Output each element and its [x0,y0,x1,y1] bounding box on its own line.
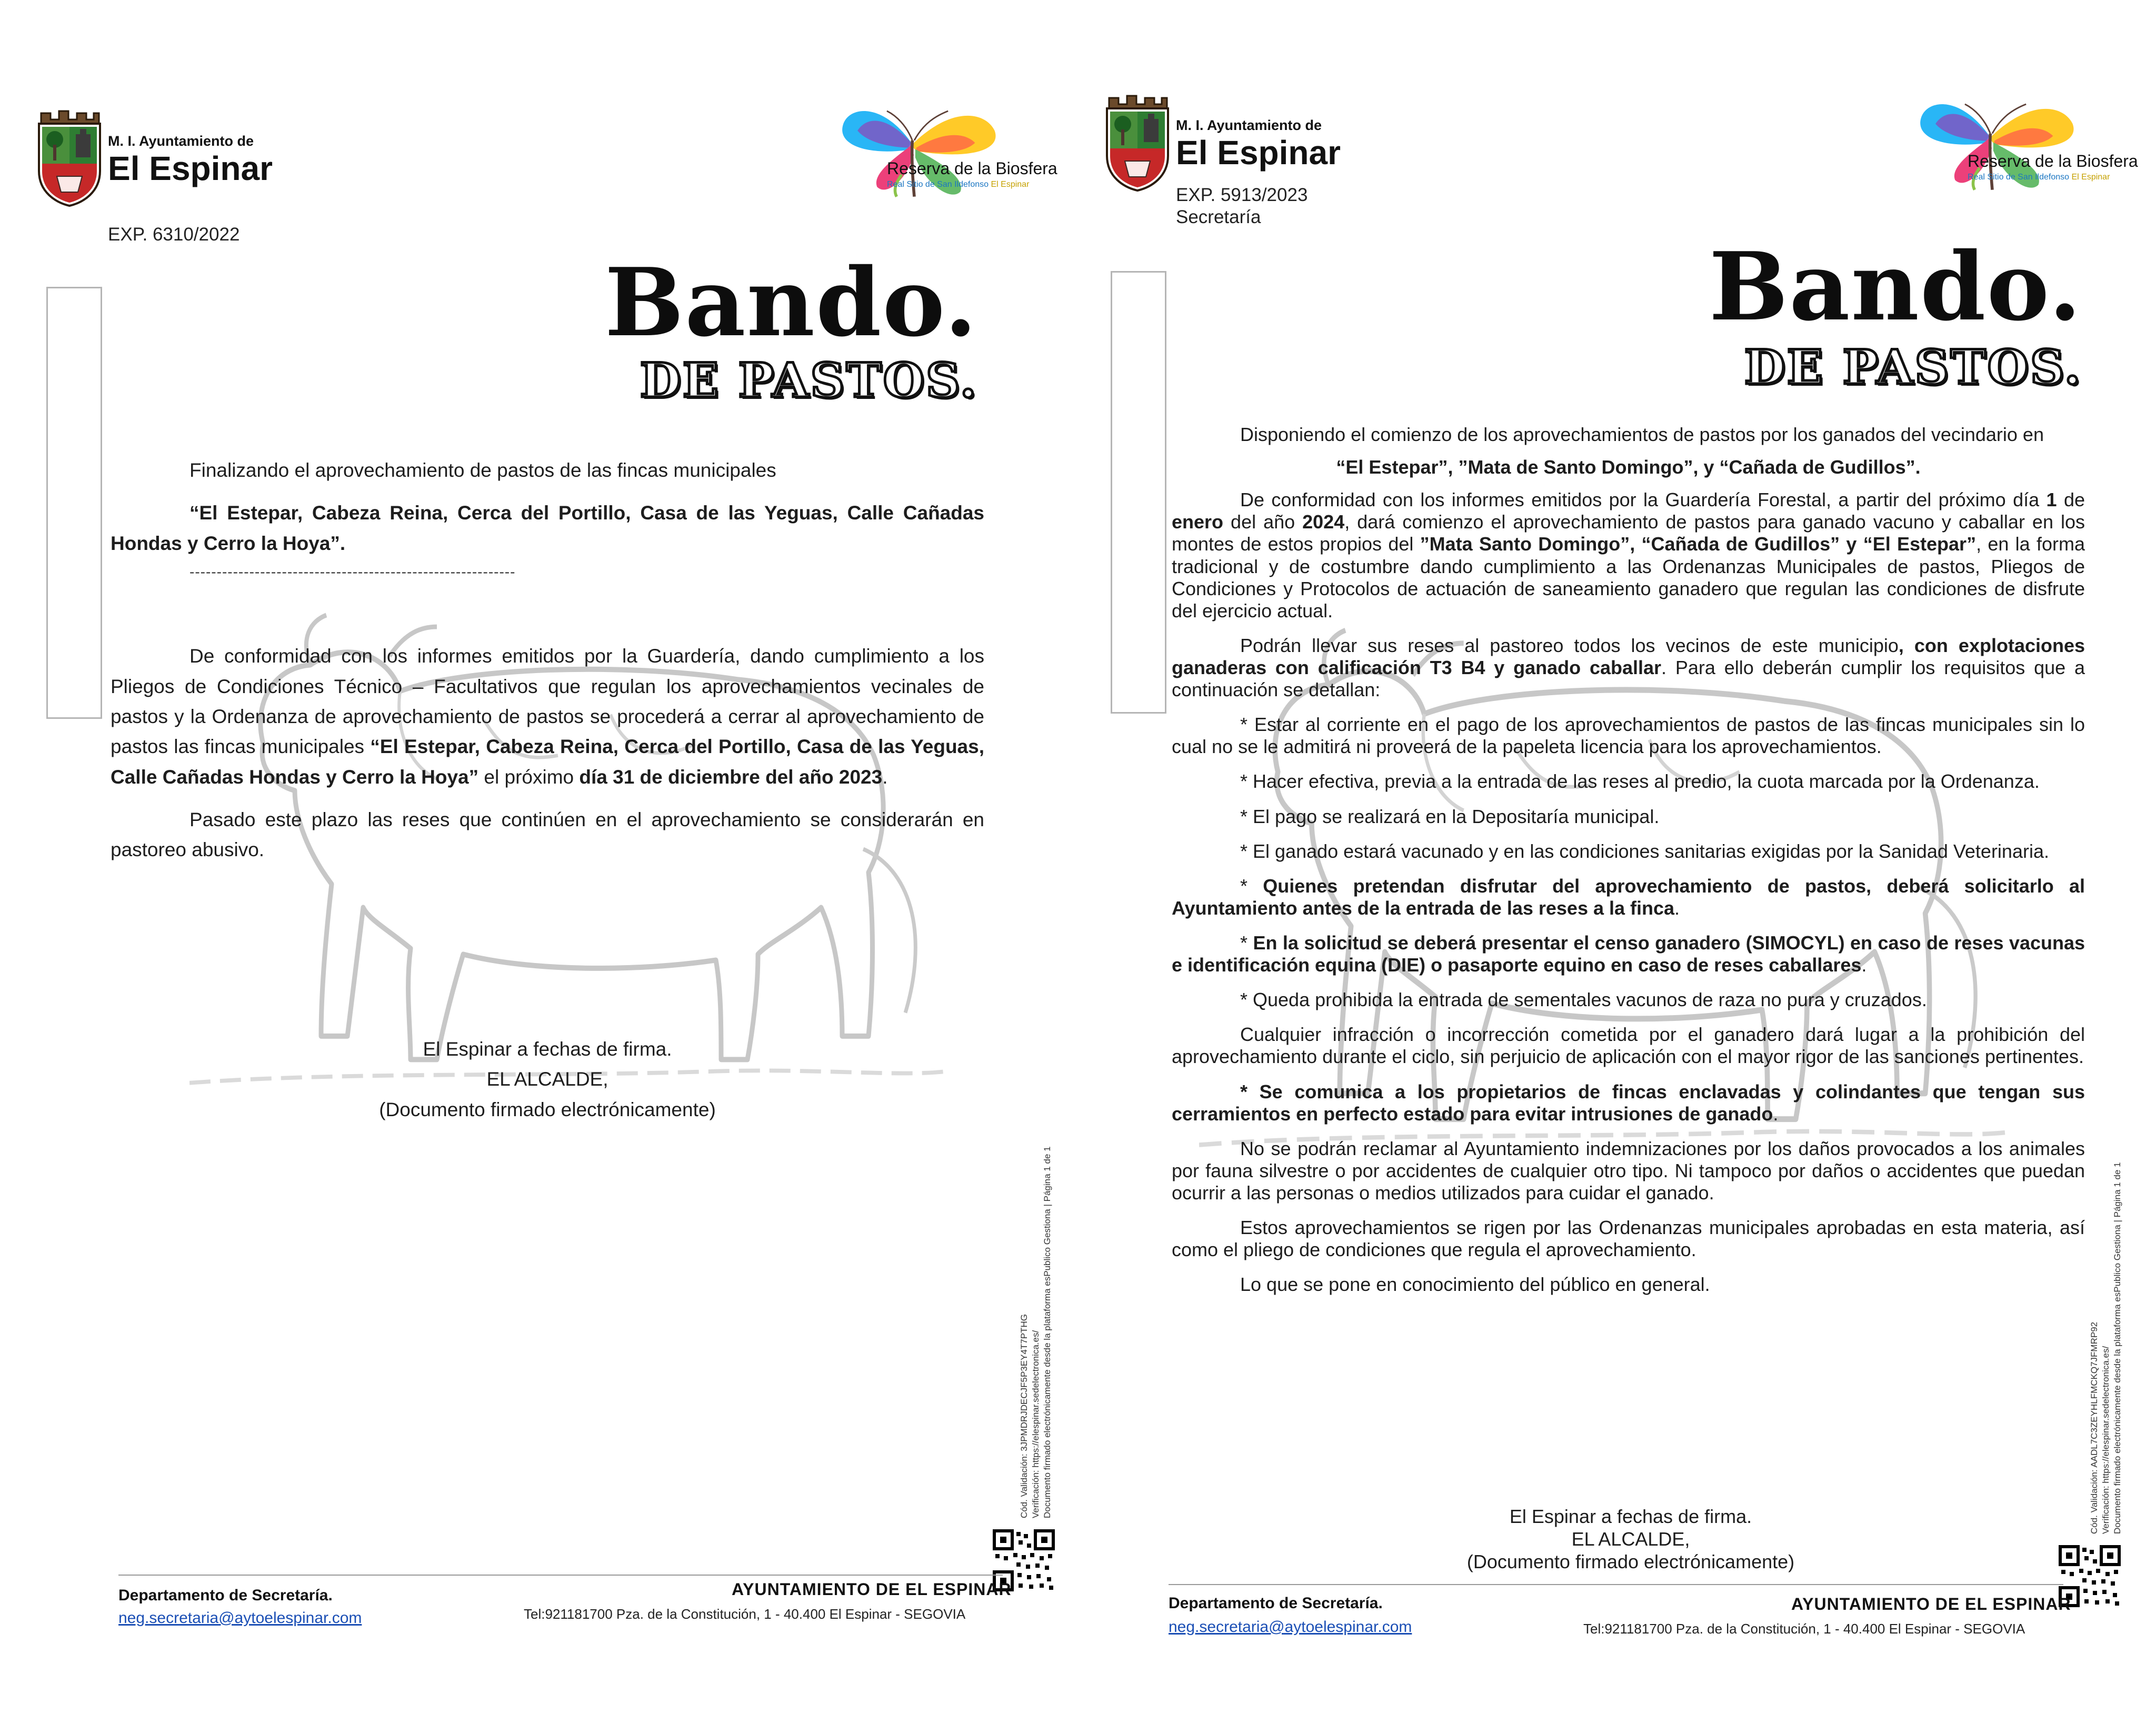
brand-name: El Espinar [1176,134,1341,172]
signature-role: EL ALCALDE, [486,1068,608,1090]
closing-paragraph [111,641,984,792]
expedient-number: EXP. 6310/2022 [108,224,240,245]
fincas-list [111,498,984,558]
footer-address: Tel:921181700 Pza. de la Constitución, 1 - 40.400 El Espinar - SEGOVIA [524,1606,966,1622]
intro-paragraph: Disponiendo el comienzo de los aprovechamientos de pastos por los ganados del vecindario en [1240,424,2044,445]
biosphere-subtitle-main: Real Sitio de San Ildefonso [1968,173,2070,182]
footer-department: Departamento de Secretaría. [1169,1595,1383,1612]
biosphere-subtitle-main: Real Sitio de San Ildefonso [887,180,989,189]
fences-text: * Se comunica a los propietarios de fincas enclavadas y colindantes que tengan sus cerramientos en perfecto estado para evitar intrusiones de ganado [1172,1080,2085,1125]
requirement-application [1172,875,2085,919]
p2-year: 2024 [1302,511,1345,533]
p2-text-1: De conformidad con los informes emitidos por la Guardería Forestal, a partir del próximo día [1240,489,2047,511]
bando-body [111,455,984,878]
biosphere-subtitle-accent: El Espinar [991,180,1030,189]
municipality-brand [108,133,273,185]
footer-ayuntamiento: AYUNTAMIENTO DE EL ESPINAR [732,1580,1012,1599]
bando-title: Bando. [1709,232,2082,342]
p2-text-4: , dará comienzo el aprovechamiento de pastos para ganado vacuno y caballar en los montes de estos propios del [1172,511,2085,555]
validation-code-vertical [2089,1162,2123,1534]
requirement-vaccination: * El ganado estará vacunado y en las condiciones sanitarias exigidas por la Sanidad Veterinaria. [1240,840,2049,862]
p3-text-1: Podrán llevar sus reses al pastoreo todos los vecinos de este municipio [1240,634,1899,656]
abusive-grazing-paragraph: Pasado este plazo las reses que continúen en el aprovechamiento se considerarán en pastoreo abusivo. [111,809,984,861]
validation-url[interactable]: Verificación: https://elespinar.sedelectronica.es/ [1031,1330,1041,1518]
closing-text-start: De conformidad con los informes emitidos por la Guardería, dando cumplimiento a los Pliegos de Condiciones Técnico – Facultativos que regulan los aprovechamientos vecinales de pastos y la Ordenanza de aprovechamiento de pastos se procederá a cerrar al aprovechamiento de pastos las fincas municipales [111,645,984,758]
req6-end: . [1861,954,1867,976]
biosphere-name: Reserva de la Biosfera [1968,152,2138,171]
validation-platform: Documento firmado electrónicamente desde la plataforma esPublico Gestiona | Página 1 de 1 [2112,1162,2123,1534]
footer-divider [118,1575,1003,1576]
signature-place: El Espinar a fechas de firma. [423,1038,672,1060]
signature-block [295,1034,800,1125]
municipal-crest-icon [36,108,103,208]
p2-text-5: , en la forma tradicional y de costumbre dando cumplimiento a las Ordenanzas Municipales de pastos, Pliegos de Condiciones y Protocolos de actuación de saneamiento ganadero que regulan las condiciones de disfrute del ejercicio actual. [1172,533,2085,622]
fences-end: . [1773,1102,1779,1125]
infraction-paragraph: Cualquier infracción o incorrección cometida por el ganadero dará lugar a la prohibición del aprovechamiento durante el ciclo, sin perjuicio de aplicación con el mayor rigor de las sanciones pertinentes. [1172,1024,2085,1068]
fences-paragraph [1172,1081,2085,1125]
signature-note: (Documento firmado electrónicamente) [1466,1551,1795,1573]
p2-text-2: de [2057,489,2085,511]
bando-subtitle: DE PASTOS. [640,353,978,408]
validation-code: Cód. Validación: AADL7C3ZEYHLFMCKQ7JFMRP92 [2089,1321,2099,1534]
indemnity-paragraph: No se podrán reclamar al Ayuntamiento indemnizaciones por los daños provocados a los animales por fauna silvestre o por accidentes de cualquier otro tipo. Ni tampoco por daños o accidentes que puedan ocurrir a las personas o medios utilizados para cuidar el ganado. [1172,1137,2085,1204]
p3-qualification: , con explotaciones ganaderas con calificación T3 B4 y ganado caballar [1172,634,2085,678]
biosphere-name: Reserva de la Biosfera [887,159,1057,178]
registry-stamp-box [46,287,102,719]
closing-fincas: “El Estepar, Cabeza Reina, Cerca del Portillo, Casa de las Yeguas, Calle Cañadas Hondas y Cerro la Hoya” [111,736,984,788]
requirement-payment-place: * El pago se realizará en la Depositaría municipal. [1240,805,1660,827]
closing-text-end: . [882,766,888,788]
closing-date: día 31 de diciembre del año 2023 [579,766,883,788]
footer-ayuntamiento: AYUNTAMIENTO DE EL ESPINAR [1791,1595,2071,1613]
validation-code-vertical [1019,1146,1053,1518]
municipal-crest-icon [1104,93,1171,193]
req5-star: * [1240,875,1263,897]
req5-text: Quienes pretendan disfrutar del aprovechamiento de pastos, deberá solicitarlo al Ayuntamiento antes de la entrada de las reses a la finca [1172,875,2085,919]
signature-block [1404,1505,1857,1573]
requirement-census [1172,932,2085,976]
bando-body [1172,424,2085,1308]
requirement-sementales: * Queda prohibida la entrada de sementales vacunos de raza no pura y cruzados. [1240,989,1927,1011]
eligibility-paragraph [1172,635,2085,701]
registry-stamp-box [1111,271,1166,714]
start-date-paragraph [1172,489,2085,622]
footer-divider [1169,1584,2063,1585]
p2-text-3: del año [1223,511,1303,533]
requirement-payment-current: * Estar al corriente en el pago de los aprovechamientos de pastos de las fincas municipales sin lo cual no se le admitirá ni proveerá de la papeleta licencia para los aprovechamientos. [1172,714,2085,758]
expedient-block [1176,184,1307,228]
biosphere-subtitle [1968,173,2110,182]
brand-name: El Espinar [108,149,273,187]
validation-platform: Documento firmado electrónicamente desde la plataforma esPublico Gestiona | Página 1 de 1 [1042,1146,1053,1518]
biosphere-subtitle-accent: El Espinar [2071,173,2110,182]
closing-text-mid: el próximo [478,766,580,788]
expedient-number: EXP. 5913/2023 [1176,185,1308,205]
dashed-separator: ------------------------------------------------------------ [189,564,516,580]
footer-address: Tel:921181700 Pza. de la Constitución, 1 - 40.400 El Espinar - SEGOVIA [1583,1621,2025,1637]
req5-end: . [1674,897,1680,919]
signature-role: EL ALCALDE, [1571,1528,1690,1550]
fincas-names: “El Estepar”, ”Mata de Santo Domingo”, y “Cañada de Gudillos”. [1336,456,1921,478]
footer-email-link[interactable]: neg.secretaria@aytoelespinar.com [118,1609,362,1627]
requirement-fee: * Hacer efectiva, previa a la entrada de las reses al predio, la cuota marcada por la Ordenanza. [1240,770,2040,793]
p2-day: 1 [2046,489,2057,511]
validation-url[interactable]: Verificación: https://elespinar.sedelectronica.es/ [2101,1346,2111,1534]
p2-month: enero [1172,511,1224,533]
req6-star: * [1240,931,1253,954]
biosphere-subtitle [887,180,1029,189]
signature-note: (Documento firmado electrónicamente) [379,1098,716,1120]
bando-subtitle: DE PASTOS. [1744,339,2082,395]
p2-montes: ”Mata Santo Domingo”, “Cañada de Gudillos” y “El Estepar” [1420,533,1977,555]
req6-text: En la solicitud se deberá presentar el censo ganadero (SIMOCYL) en caso de reses vacunas e identificación equina (DIE) o pasaporte equino en caso de reses caballares [1172,931,2085,976]
validation-code: Cód. Validación: 3JPMDRJDECJF5P3EY4T7PTHG [1019,1314,1029,1518]
brand-subtitle: M. I. Ayuntamiento de [108,133,254,149]
expedient-department: Secretaría [1176,207,1261,227]
signature-place: El Espinar a fechas de firma. [1509,1506,1752,1527]
brand-subtitle: M. I. Ayuntamiento de [1176,117,1322,133]
bando-title: Bando. [604,247,978,357]
public-notice-paragraph: Lo que se pone en conocimiento del público en general. [1240,1274,1710,1296]
footer-department: Departamento de Secretaría. [118,1587,333,1604]
p3-text-2: . Para ello deberán cumplir los requisitos que a continuación se detallan: [1172,656,2085,701]
footer-email-link[interactable]: neg.secretaria@aytoelespinar.com [1169,1618,1412,1636]
regulation-paragraph: Estos aprovechamientos se rigen por las Ordenanzas municipales aprobadas en esta materia, así como el pliego de condiciones que regula el aprovechamiento. [1172,1217,2085,1261]
bando-page-right [1078,0,2156,1724]
intro-paragraph: Finalizando el aprovechamiento de pastos de las fincas municipales [189,459,776,481]
fincas-names: “El Estepar, Cabeza Reina, Cerca del Portillo, Casa de las Yeguas, Calle Cañadas Hondas y Cerro la Hoya”. [111,502,984,554]
municipality-brand [1176,117,1341,172]
